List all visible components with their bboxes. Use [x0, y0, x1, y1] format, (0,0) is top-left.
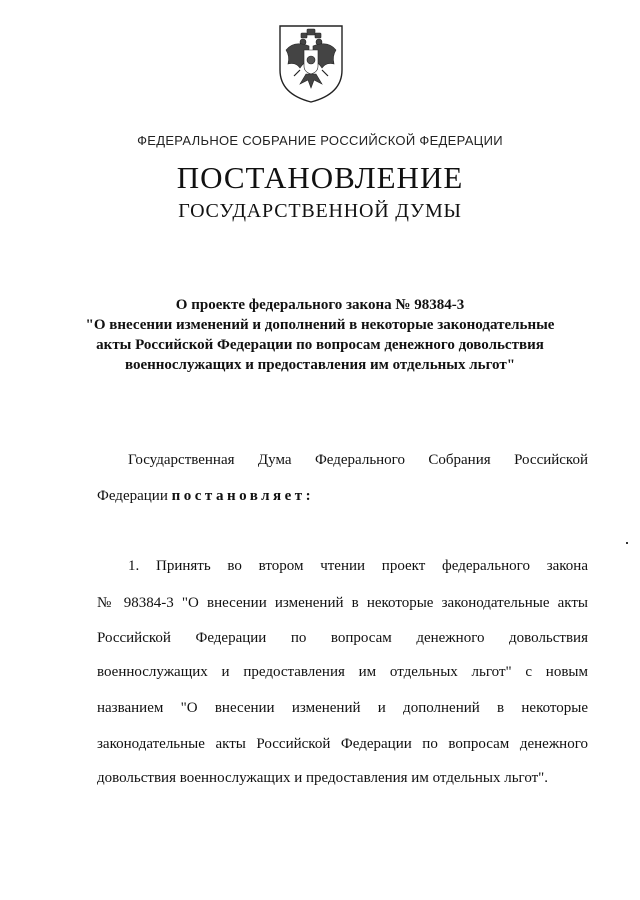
item-line: 1. Принять во втором чтении проект федерального закона [128, 558, 588, 574]
item-line: № 98384-3 "О внесении изменений в некоторые законодательные акты [97, 595, 588, 611]
scan-speck [626, 542, 628, 544]
document-subject [60, 295, 580, 375]
preamble-line-2 [97, 488, 588, 505]
subject-line: О проекте федерального закона № 98384-3 [175, 297, 465, 313]
subject-line: военнослужащих и предоставления им отдельных льгот" [124, 357, 516, 373]
item-line: довольствия военнослужащих и предоставления им отдельных льгот". [97, 770, 549, 786]
subject-line: акты Российской Федерации по вопросам денежного довольствия [96, 337, 544, 353]
coat-of-arms-emblem [276, 22, 346, 104]
item-line: военнослужащих и предоставления им отдельных льгот" с новым [97, 664, 588, 680]
item-line: названием "О внесении изменений и дополнений в некоторые [97, 700, 588, 716]
item-line: законодательные акты Российской Федерации по вопросам денежного [97, 736, 588, 752]
preamble-line: Государственная Дума Федерального Собрания Российской [128, 452, 588, 468]
decision-verb: постановляет: [171, 488, 315, 504]
document-title: ПОСТАНОВЛЕНИЕ [176, 160, 464, 195]
subject-line: "О внесении изменений и дополнений в некоторые законодательные [85, 317, 555, 333]
item-line: Российской Федерации по вопросам денежного довольствия [97, 630, 588, 646]
document-subtitle: ГОСУДАРСТВЕННОЙ ДУМЫ [178, 200, 462, 222]
preamble-text: Федерации [97, 488, 168, 504]
organization-name: ФЕДЕРАЛЬНОЕ СОБРАНИЕ РОССИЙСКОЙ ФЕДЕРАЦИИ [137, 133, 503, 148]
